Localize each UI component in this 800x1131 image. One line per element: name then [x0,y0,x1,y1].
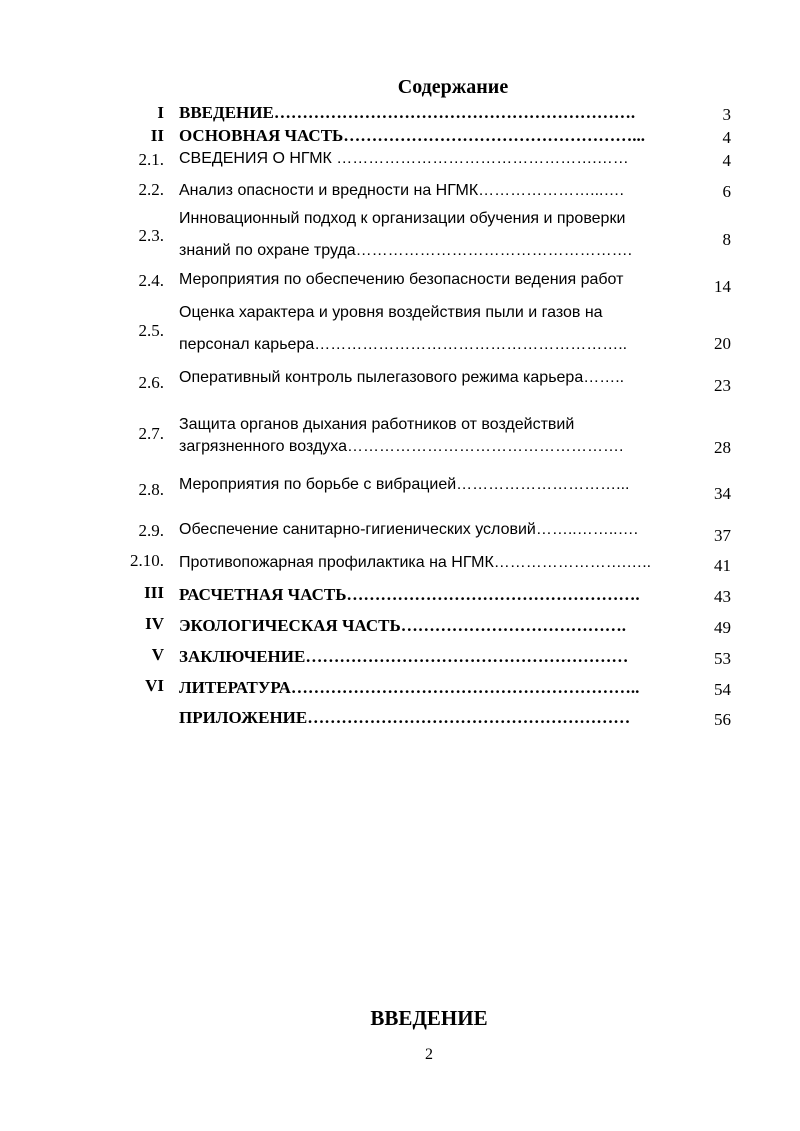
toc-number: I [157,103,164,122]
toc-number: 2.8. [138,480,164,499]
toc-number: 2.7. [138,424,164,443]
toc-page: 37 [714,526,731,545]
toc-number: 2.1. [138,150,164,169]
toc-title: ЭКОЛОГИЧЕСКАЯ ЧАСТЬ…………………………………. [179,616,626,635]
toc-page: 56 [714,710,731,729]
toc-title: ПРИЛОЖЕНИЕ………………………………………………… [179,708,631,727]
toc-number: 2.10. [130,551,164,570]
toc-number: 2.6. [138,373,164,392]
toc-page: 14 [714,277,731,296]
toc-title: ОСНОВНАЯ ЧАСТЬ……………………………………………... [179,126,646,145]
toc-title: Оперативный контроль пылегазового режима карьера…….. [179,369,625,386]
toc-page: 49 [714,618,731,637]
toc-number: 2.4. [138,271,164,290]
toc-number: V [151,645,164,664]
toc-page: 4 [722,128,731,147]
toc-title-continued: знаний по охране труда……………………………………………. [179,242,633,259]
toc-page: 3 [722,105,731,124]
toc-title: Мероприятия по борьбе с вибрацией…………………………... [179,476,630,493]
toc-page: 8 [722,230,731,249]
toc-page: 23 [714,376,731,395]
toc-number: VI [145,676,164,695]
toc-title: Анализ опасности и вредности на НГМК…………………...…. [179,182,624,199]
toc-page: 54 [714,680,731,699]
toc-page: 41 [714,556,731,575]
toc-title: ВВЕДЕНИЕ………………………………………………………. [179,103,636,122]
page-number: 2 [425,1046,433,1063]
toc-page: 34 [714,484,731,503]
toc-title: Оценка характера и уровня воздействия пыли и газов на [179,304,603,321]
section-heading: ВВЕДЕНИЕ [370,1006,488,1030]
toc-page: 53 [714,649,731,668]
toc-number: 2.5. [138,321,164,340]
toc-number: 2.9. [138,521,164,540]
toc-page: 6 [722,182,731,201]
toc-title-continued: загрязненного воздуха……………………………………………. [179,438,624,455]
toc-title: СВЕДЕНИЯ О НГМК ………………………………………….…… [179,150,629,167]
toc-title: ЗАКЛЮЧЕНИЕ………………………………………………… [179,647,629,666]
toc-title: Инновационный подход к организации обучения и проверки [179,210,626,227]
toc-title: РАСЧЕТНАЯ ЧАСТЬ……………………………………………. [179,585,640,604]
toc-title: Противопожарная профилактика на НГМК…………………….….. [179,554,652,571]
toc-page: 4 [722,151,731,170]
toc-number: III [144,583,164,602]
toc-page: 43 [714,587,731,606]
toc-title: ЛИТЕРАТУРА…………………………………………………….. [179,678,640,697]
toc-number: 2.2. [138,180,164,199]
toc-title: Обеспечение санитарно-гигиенических условий……..……..…. [179,521,639,538]
toc-page: 20 [714,334,731,353]
toc-number: 2.3. [138,226,164,245]
toc-page: 28 [714,438,731,457]
page-title: Содержание [397,76,509,98]
toc-number: IV [145,614,164,633]
toc-title: Мероприятия по обеспечению безопасности ведения работ [179,271,624,288]
toc-title-continued: персонал карьера………………………………………………….. [179,336,628,353]
toc-title: Защита органов дыхания работников от воздействий [179,416,575,433]
toc-number: II [150,126,164,145]
